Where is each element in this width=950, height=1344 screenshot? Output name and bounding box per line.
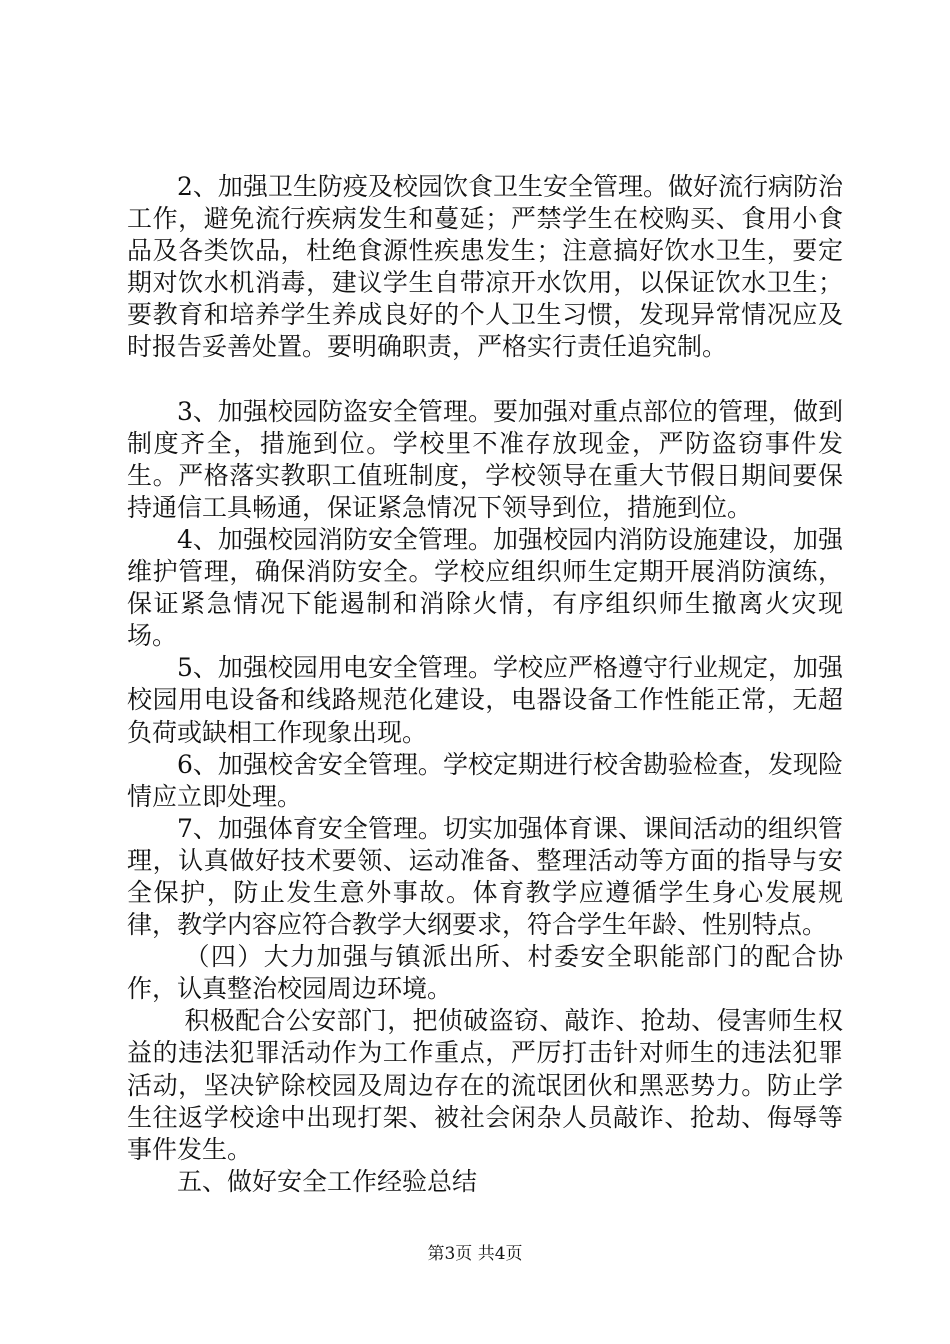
paragraph-health-safety: 2、加强卫生防疫及校园饮食卫生安全管理。做好流行病防治工作，避免流行疾病发生和蔓延；严禁学生在校购买、食用小食品及各类饮品，杜绝食源性疾患发生；注意搞好饮水卫生，要定期对饮水机消毒，建议学生自带凉开水饮用，以保证饮水卫生；要教育和培养学生养成良好的个人卫生习惯，发现异常情况应及时报告妥善处置。要明确职责，严格实行责任追究制。	[127, 172, 843, 362]
paragraph-spacer	[127, 364, 843, 396]
paragraph-fire-safety: 4、加强校园消防安全管理。加强校园内消防设施建设，加强维护管理，确保消防安全。学校应组织师生定期开展消防演练，保证紧急情况下能遏制和消除火情，有序组织师生撤离火灾现场。	[127, 524, 843, 651]
document-body	[127, 171, 843, 1198]
page-number-footer: 第3页 共4页	[427, 1244, 523, 1264]
paragraph-police-cooperation: 积极配合公安部门，把侦破盗窃、敲诈、抢劫、侵害师生权益的违法犯罪活动作为工作重点，严厉打击针对师生的违法犯罪活动，坚决铲除校园及周边存在的流氓团伙和黑恶势力。防止学生往返学校途中出现打架、被社会闲杂人员敲诈、抢劫、侮辱等事件发生。	[127, 1006, 843, 1164]
paragraph-building-safety: 6、加强校舍安全管理。学校定期进行校舍勘验检查，发现险情应立即处理。	[127, 749, 843, 811]
paragraph-electrical-safety: 5、加强校园用电安全管理。学校应严格遵守行业规定，加强校园用电设备和线路规范化建设，电器设备工作性能正常，无超负荷或缺相工作现象出现。	[127, 653, 843, 747]
section-heading-five: 五、做好安全工作经验总结	[177, 1166, 478, 1196]
paragraph-theft-prevention: 3、加强校园防盗安全管理。要加强对重点部位的管理，做到制度齐全，措施到位。学校里不准存放现金，严防盗窃事件发生。严格落实教职工值班制度，学校领导在重大节假日期间要保持通信工具畅通，保证紧急情况下领导到位，措施到位。	[127, 396, 843, 522]
paragraph-sports-safety: 7、加强体育安全管理。切实加强体育课、课间活动的组织管理，认真做好技术要领、运动准备、整理活动等方面的指导与安全保护，防止发生意外事故。体育教学应遵循学生身心发展规律，教学内容应符合教学大纲要求，符合学生年龄、性别特点。	[127, 813, 843, 940]
section-heading-four: （四）大力加强与镇派出所、村委安全职能部门的配合协作，认真整治校园周边环境。	[127, 942, 843, 1004]
